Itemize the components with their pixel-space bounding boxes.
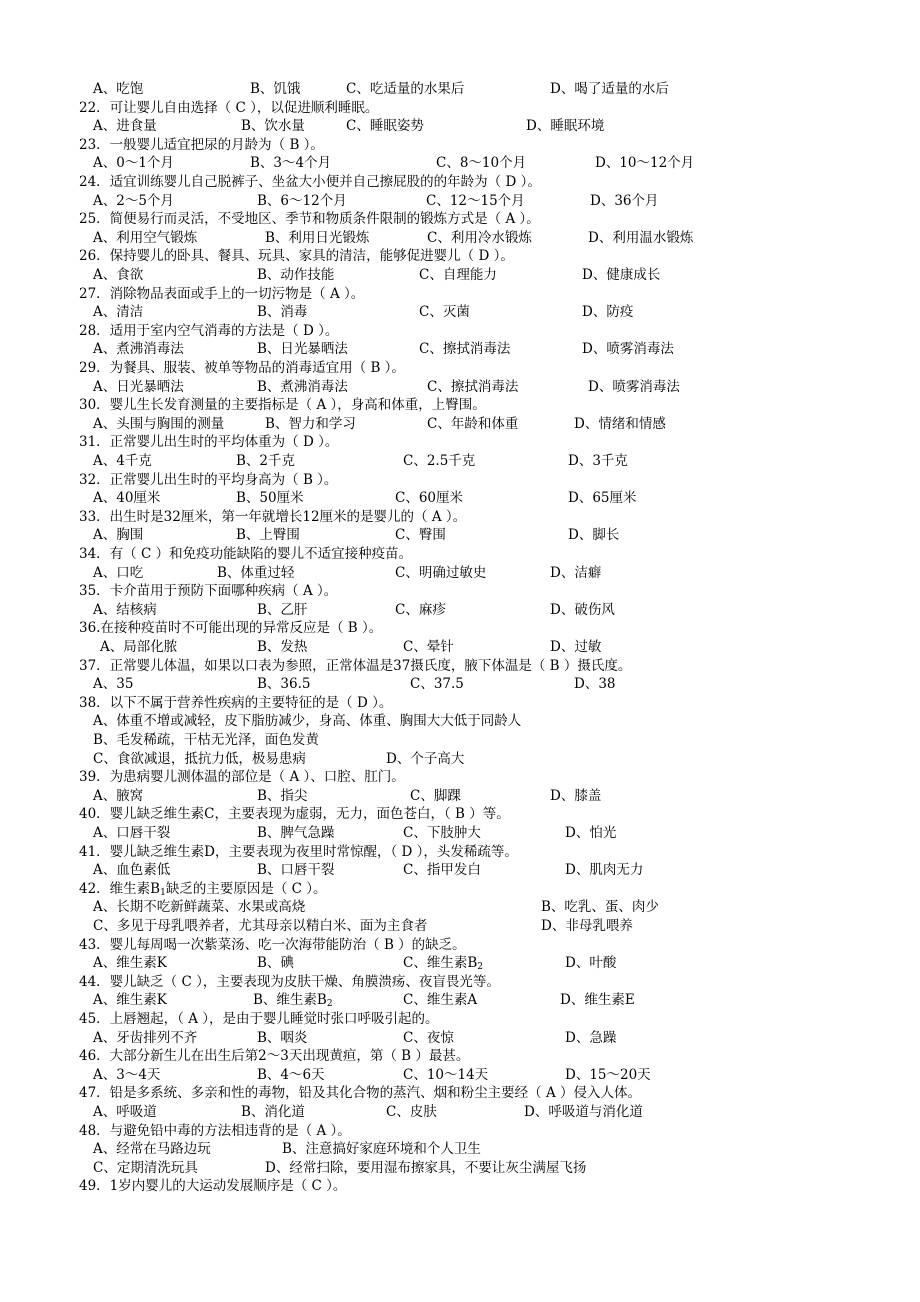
question-line <box>0 805 920 824</box>
answer-option: C、多见于母乳喂养者，尤其母亲以精白米、面为主食者 <box>93 918 428 934</box>
answer-option: C、2.5千克 <box>403 453 476 469</box>
question-text: 43．婴儿每周喝一次紫菜汤、吃一次海带能防治（ B ）的缺乏。 <box>79 936 466 953</box>
answer-option: B、50厘米 <box>236 490 304 507</box>
answer-option: D、膝盖 <box>550 787 602 804</box>
options-line <box>0 991 920 1010</box>
question-line <box>0 657 920 676</box>
answer-option: A、经常在马路边玩 <box>93 1141 211 1158</box>
options-line <box>0 898 920 917</box>
question-line <box>0 936 920 955</box>
answer-option: C、维生素A <box>403 992 478 1009</box>
answer-option: A、维生素K <box>93 992 167 1009</box>
options-line <box>0 340 920 359</box>
answer-option: A、进食量 <box>93 118 157 135</box>
question-line <box>0 471 920 490</box>
answer-option: B、6～12个月 <box>257 192 347 209</box>
answer-option: A、2～5个月 <box>93 192 174 209</box>
question-text: 32．正常婴儿出生时的平均身高为（ B ）。 <box>79 471 338 488</box>
answer-option: D、脚长 <box>568 527 620 544</box>
question-text: 28．适用于室内空气消毒的方法是（ D ）。 <box>79 322 339 339</box>
options-line <box>0 229 920 248</box>
options-line <box>0 303 920 322</box>
answer-option: D、非母乳喂养 <box>541 918 633 934</box>
options-line <box>0 917 920 936</box>
question-line <box>0 619 920 638</box>
options-line <box>0 378 920 397</box>
question-line <box>0 1122 920 1141</box>
question-line <box>0 694 920 713</box>
answer-option: C、利用冷水锻炼 <box>427 229 532 246</box>
answer-option: B、饮水量 <box>241 118 305 135</box>
answer-option: D、经常扫除，要用湿布擦家具，不要让灰尘满屋飞扬 <box>265 1159 587 1176</box>
answer-option: D、利用温水锻炼 <box>588 229 694 246</box>
options-line <box>0 1029 920 1048</box>
question-line <box>0 173 920 192</box>
answer-option: C、8～10个月 <box>436 155 527 172</box>
answer-option: D、65厘米 <box>568 490 637 507</box>
options-line <box>0 1140 920 1159</box>
answer-option: C、麻疹 <box>395 601 446 618</box>
answer-option: D、睡眠环境 <box>526 118 605 135</box>
question-line <box>0 247 920 266</box>
answer-option: A、腋窝 <box>93 787 144 804</box>
answer-option: A、0～1个月 <box>93 155 174 172</box>
answer-option: C、食欲减退，抵抗力低，极易患病 <box>93 750 306 767</box>
answer-option: B、吃乳、蛋、肉少 <box>541 899 659 916</box>
options-line <box>0 192 920 211</box>
options-line <box>0 638 920 657</box>
answer-option: D、破伤风 <box>550 601 615 618</box>
answer-option: B、智力和学习 <box>265 415 356 432</box>
answer-option: C、下肢肿大 <box>403 825 481 841</box>
options-line <box>0 415 920 434</box>
question-text: 30．婴儿生长发育测量的主要指标是（ A ），身高和体重，上臀围。 <box>79 397 486 414</box>
answer-option: A、40厘米 <box>93 490 161 507</box>
answer-option: A、局部化脓 <box>100 639 178 655</box>
options-line <box>0 564 920 583</box>
question-text: 42．维生素$B_1$缺乏的主要原因是（ C ）。 <box>79 880 327 898</box>
answer-option: B、36.5 <box>257 676 311 693</box>
options-line <box>0 80 920 99</box>
answer-option: B、2千克 <box>236 453 296 469</box>
question-text: 41．婴儿缺乏维生素D，主要表现为夜里时常惊醒，（ D ），头发稀疏等。 <box>79 843 518 860</box>
answer-option: D、肌肉无力 <box>565 862 644 879</box>
answer-option: D、情绪和情感 <box>574 415 666 432</box>
answer-option: D、38 <box>574 676 616 693</box>
question-text: 38．以下不属于营养性疾病的主要特征的是（ D ）。 <box>79 694 393 711</box>
question-line <box>0 99 920 118</box>
answer-option: B、利用日光锻炼 <box>265 229 370 246</box>
answer-option: B、毛发稀疏，干枯无光泽，面色发黄 <box>93 732 319 748</box>
answer-option: B、注意搞好家庭环境和个人卫生 <box>282 1141 481 1158</box>
answer-option: B、消化道 <box>241 1104 305 1120</box>
answer-option: B、3～4个月 <box>250 155 332 172</box>
answer-option: B、口唇干裂 <box>257 862 335 879</box>
question-line <box>0 582 920 601</box>
answer-option: A、胸围 <box>93 527 144 544</box>
answer-option: B、动作技能 <box>257 267 335 283</box>
options-line <box>0 954 920 973</box>
answer-option: D、15～20天 <box>565 1066 651 1083</box>
question-line <box>0 433 920 452</box>
question-text: 29．为餐具、服装、被单等物品的消毒适宜用（ B ）。 <box>79 360 405 376</box>
answer-option: C、37.5 <box>410 676 464 693</box>
answer-option: A、3～4天 <box>93 1066 161 1083</box>
question-line <box>0 1010 920 1029</box>
options-line <box>0 601 920 620</box>
answer-option: A、食欲 <box>93 267 144 283</box>
answer-option: A、口唇干裂 <box>93 825 171 841</box>
answer-option: C、睡眠姿势 <box>346 118 424 135</box>
answer-option: D、怕光 <box>565 825 617 841</box>
answer-option: B、4～6天 <box>257 1066 325 1083</box>
question-line <box>0 322 920 341</box>
question-line <box>0 768 920 787</box>
question-text: 35．卡介苗用于预防下面哪种疾病（ A ）。 <box>79 583 338 600</box>
question-line <box>0 359 920 378</box>
question-text: 44．婴儿缺乏（ C ），主要表现为皮肤干燥、角膜溃疡、夜盲畏光等。 <box>79 973 500 990</box>
answer-option: B、消毒 <box>257 304 308 321</box>
answer-option: A、牙齿排列不齐 <box>93 1029 198 1046</box>
options-line <box>0 1103 920 1122</box>
question-text: 46．大部分新生儿在出生后第2～3天出现黄疸，第（ B ）最甚。 <box>79 1048 470 1065</box>
question-line <box>0 843 920 862</box>
answer-option: C、臀围 <box>395 527 446 544</box>
answer-option: B、脾气急躁 <box>257 825 335 841</box>
answer-option: C、12～15个月 <box>426 192 525 209</box>
question-line <box>0 1047 920 1066</box>
answer-option: C、维生素$B_2$ <box>403 955 483 973</box>
answer-option: D、呼吸道与消化道 <box>524 1104 643 1120</box>
options-line <box>0 489 920 508</box>
options-line <box>0 526 920 545</box>
answer-option: D、个子高大 <box>386 750 465 767</box>
answer-option: A、维生素K <box>93 955 167 972</box>
answer-option: C、皮肤 <box>386 1104 437 1120</box>
answer-option: B、发热 <box>257 639 308 655</box>
answer-option: C、灭菌 <box>419 304 470 321</box>
answer-option: C、明确过敏史 <box>395 564 487 581</box>
options-line <box>0 1066 920 1085</box>
answer-option: D、10～12个月 <box>595 155 695 172</box>
answer-option: D、健康成长 <box>582 267 661 283</box>
answer-option: C、年龄和体重 <box>427 415 519 432</box>
answer-option: D、3千克 <box>568 453 628 469</box>
options-line <box>0 731 920 750</box>
answer-option: C、自理能力 <box>419 267 497 283</box>
question-line <box>0 285 920 304</box>
answer-option: A、4千克 <box>93 453 152 469</box>
answer-option: C、擦拭消毒法 <box>427 378 519 395</box>
answer-option: A、头围与胸围的测量 <box>93 415 225 432</box>
options-line <box>0 1159 920 1178</box>
answer-option: C、吃适量的水果后 <box>346 81 465 97</box>
question-text: 31．正常婴儿出生时的平均体重为（ D ）。 <box>79 434 339 451</box>
question-line <box>0 1177 920 1196</box>
question-line <box>0 210 920 229</box>
answer-option: A、吃饱 <box>93 81 144 97</box>
options-line <box>0 154 920 173</box>
answer-option: C、晕针 <box>403 639 454 655</box>
answer-option: A、煮沸消毒法 <box>93 341 184 358</box>
question-line <box>0 545 920 564</box>
question-text: 27．消除物品表面或手上的一切污物是（ A ）。 <box>79 285 365 302</box>
options-line <box>0 824 920 843</box>
question-text: 36.在接种疫苗时不可能出现的异常反应是（ B ）。 <box>79 620 383 637</box>
answer-option: D、叶酸 <box>565 955 617 972</box>
question-text: 40．婴儿缺乏维生素C，主要表现为虚弱，无力，面色苍白，（ B ）等。 <box>79 806 510 823</box>
answer-option: B、乙肝 <box>257 601 308 618</box>
answer-option: B、上臀围 <box>236 527 300 544</box>
question-text: 23．一般婴儿适宜把尿的月龄为（ B ）。 <box>79 136 324 153</box>
answer-option: A、血色素低 <box>93 862 171 879</box>
answer-option: A、呼吸道 <box>93 1104 157 1120</box>
question-text: 34．有（ C ）和免疫功能缺陷的婴儿不适宜接种疫苗。 <box>79 546 413 562</box>
answer-option: A、清洁 <box>93 304 144 321</box>
answer-option: D、喷雾消毒法 <box>588 378 680 395</box>
question-line <box>0 508 920 527</box>
options-line <box>0 675 920 694</box>
answer-option: D、急躁 <box>565 1029 617 1046</box>
answer-option: A、日光暴晒法 <box>93 378 184 395</box>
answer-option: A、口吃 <box>93 564 144 581</box>
question-text: 48．与避免铅中毒的方法相违背的是（ A ）。 <box>79 1122 351 1139</box>
answer-option: D、喝了适量的水后 <box>550 81 669 97</box>
answer-option: B、煮沸消毒法 <box>257 378 348 395</box>
answer-option: D、维生素E <box>560 992 635 1009</box>
question-text: 24．适宜训练婴儿自己脱裤子、坐盆大小便并自己擦屁股的的年龄为（ D ）。 <box>79 174 541 190</box>
answer-option: B、体重过轻 <box>217 564 295 581</box>
question-text: 49．1岁内婴儿的大运动发展顺序是（ C ）。 <box>79 1178 347 1195</box>
question-text: 33．出生时是32厘米，第一年就增长12厘米的是婴儿的（ A ）。 <box>79 508 467 525</box>
answer-option: B、维生素$B_2$ <box>253 992 333 1010</box>
question-line <box>0 396 920 415</box>
options-line <box>0 117 920 136</box>
answer-option: C、夜惊 <box>403 1029 454 1046</box>
answer-option: A、利用空气锻炼 <box>93 229 198 246</box>
answer-option: C、60厘米 <box>395 490 464 507</box>
answer-option: D、防疫 <box>582 304 634 321</box>
answer-option: D、喷雾消毒法 <box>582 341 674 358</box>
answer-option: C、脚踝 <box>410 787 461 804</box>
answer-option: B、咽炎 <box>257 1029 308 1046</box>
answer-option: B、指尖 <box>257 787 308 804</box>
question-text: 37．正常婴儿体温，如果以口表为参照，正常体温是37摄氏度，腋下体温是（ B ）摄氏度。 <box>79 657 632 674</box>
answer-option: C、定期清洗玩具 <box>93 1159 198 1176</box>
options-line <box>0 861 920 880</box>
question-line <box>0 880 920 899</box>
answer-option: A、体重不增或减轻，皮下脂肪减少，身高、体重、胸围大大低于同龄人 <box>93 713 522 730</box>
answer-option: A、结核病 <box>93 601 157 618</box>
question-line <box>0 1084 920 1103</box>
answer-option: C、擦拭消毒法 <box>419 341 511 358</box>
question-line <box>0 136 920 155</box>
options-line <box>0 266 920 285</box>
options-line <box>0 712 920 731</box>
answer-option: B、饥饿 <box>250 81 301 97</box>
options-line <box>0 750 920 769</box>
answer-option: A、长期不吃新鲜蔬菜、水果或高烧 <box>93 899 306 916</box>
question-text: 26．保持婴儿的卧具、餐具、玩具、家具的清洁，能够促进婴儿（ D ）。 <box>79 248 514 265</box>
answer-option: C、指甲发白 <box>403 862 481 879</box>
question-text: 39．为患病婴儿测体温的部位是（ A ）、口腔、肛门。 <box>79 769 405 786</box>
answer-option: D、36个月 <box>590 192 659 209</box>
options-line <box>0 452 920 471</box>
answer-option: B、日光暴晒法 <box>257 341 348 358</box>
answer-option: B、碘 <box>257 955 294 972</box>
answer-option: D、过敏 <box>550 639 602 655</box>
question-text: 45．上唇翘起，（ A ），是由于婴儿睡觉时张口呼吸引起的。 <box>79 1011 439 1027</box>
answer-option: C、10～14天 <box>403 1066 489 1083</box>
question-text: 22．可让婴儿自由选择（ C ），以促进顺利睡眠。 <box>79 99 379 116</box>
question-text: 25．简便易行而灵活，不受地区、季节和物质条件限制的锻炼方式是（ A ）。 <box>79 211 540 228</box>
question-text: 47．铅是多系统、多亲和性的毒物，铅及其化合物的蒸汽、烟和粉尘主要经（ A ）侵入人体。 <box>79 1085 642 1102</box>
question-line <box>0 973 920 992</box>
answer-option: A、35 <box>93 676 134 693</box>
options-line <box>0 787 920 806</box>
answer-option: D、洁癖 <box>550 564 602 581</box>
